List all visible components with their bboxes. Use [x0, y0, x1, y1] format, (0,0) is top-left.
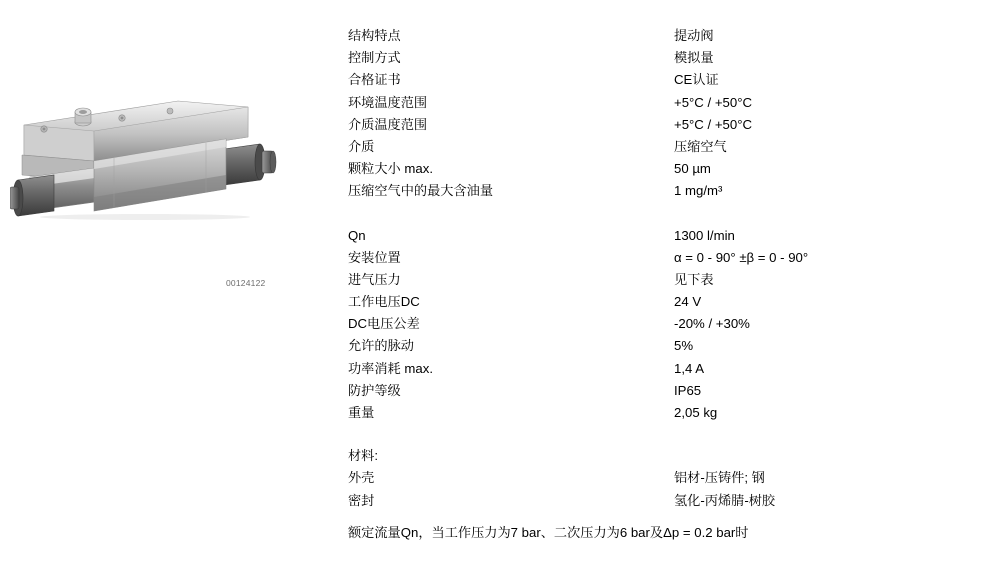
materials-title: 材料:	[348, 448, 379, 464]
spec-label: 介质	[348, 138, 375, 154]
spec-value: 氢化-丙烯腈-树胶	[674, 492, 776, 508]
table-row	[348, 69, 978, 91]
table-row	[348, 335, 978, 357]
spec-label: 外壳	[348, 470, 375, 486]
spec-value: 铝材-压铸件; 钢	[674, 470, 765, 486]
table-row	[348, 25, 978, 47]
spec-label: 控制方式	[348, 50, 401, 66]
pneumatic-valve-image	[10, 85, 285, 220]
table-row	[348, 269, 978, 291]
table-row	[348, 247, 978, 269]
spec-label: 安装位置	[348, 249, 401, 265]
table-row	[348, 291, 978, 313]
spec-group-materials	[348, 445, 978, 512]
spec-label: 介质温度范围	[348, 116, 428, 132]
spec-value: 50 µm	[674, 161, 711, 177]
spec-group-general	[348, 25, 978, 203]
spec-label: 颗粒大小 max.	[348, 161, 433, 177]
table-row	[348, 467, 978, 489]
spec-label: 防护等级	[348, 382, 401, 398]
table-row	[348, 114, 978, 136]
table-row	[348, 92, 978, 114]
table-row	[348, 158, 978, 180]
valve-illustration	[10, 85, 285, 220]
spec-label: 重量	[348, 405, 375, 420]
footnote-text: 额定流量Qn，当工作压力为7 bar、二次压力为6 bar及Δp = 0.2 bar时	[348, 524, 749, 540]
spec-label: 工作电压DC	[348, 294, 420, 310]
table-row	[348, 47, 978, 69]
table-row	[348, 380, 978, 402]
table-row	[348, 225, 978, 247]
specification-table	[348, 25, 978, 544]
spec-value: 2,05 kg	[674, 405, 718, 420]
table-row	[348, 313, 978, 335]
spec-label: 合格证书	[348, 72, 401, 88]
spec-value: +5°C / +50°C	[674, 94, 752, 110]
spec-value: 24 V	[674, 294, 702, 310]
group-spacer	[348, 424, 978, 445]
spec-label: 密封	[348, 492, 375, 508]
spec-value: α = 0 - 90° ±β = 0 - 90°	[674, 249, 809, 265]
table-row	[348, 136, 978, 158]
spec-label: Qn	[348, 227, 366, 243]
spec-value: 提动阀	[674, 28, 714, 43]
spec-label: DC电压公差	[348, 316, 420, 332]
spec-value: -20% / +30%	[674, 316, 750, 332]
group-spacer	[348, 203, 978, 225]
spec-value: +5°C / +50°C	[674, 116, 752, 132]
spec-value: 模拟量	[674, 50, 714, 66]
spec-value: 1 mg/m³	[674, 183, 723, 199]
spec-value: 见下表	[674, 271, 714, 287]
spec-value: 压缩空气	[674, 138, 727, 154]
spec-label: 功率消耗 max.	[348, 360, 433, 376]
spec-label: 允许的脉动	[348, 338, 414, 354]
spec-value: 5%	[674, 338, 694, 354]
spec-label: 结构特点	[348, 28, 401, 43]
table-row	[348, 358, 978, 380]
table-row	[348, 180, 978, 202]
spec-label: 进气压力	[348, 271, 401, 287]
spec-value: IP65	[674, 382, 702, 398]
spec-group-performance	[348, 225, 978, 425]
spec-value: CE认证	[674, 72, 719, 88]
spec-value: 1300 l/min	[674, 227, 735, 243]
table-row	[348, 402, 978, 424]
table-row	[348, 490, 978, 512]
figure-code: 00124122	[226, 278, 266, 288]
spec-label: 环境温度范围	[348, 94, 428, 110]
spec-value: 1,4 A	[674, 360, 705, 376]
product-figure	[0, 0, 330, 320]
spec-label: 压缩空气中的最大含油量	[348, 183, 494, 199]
